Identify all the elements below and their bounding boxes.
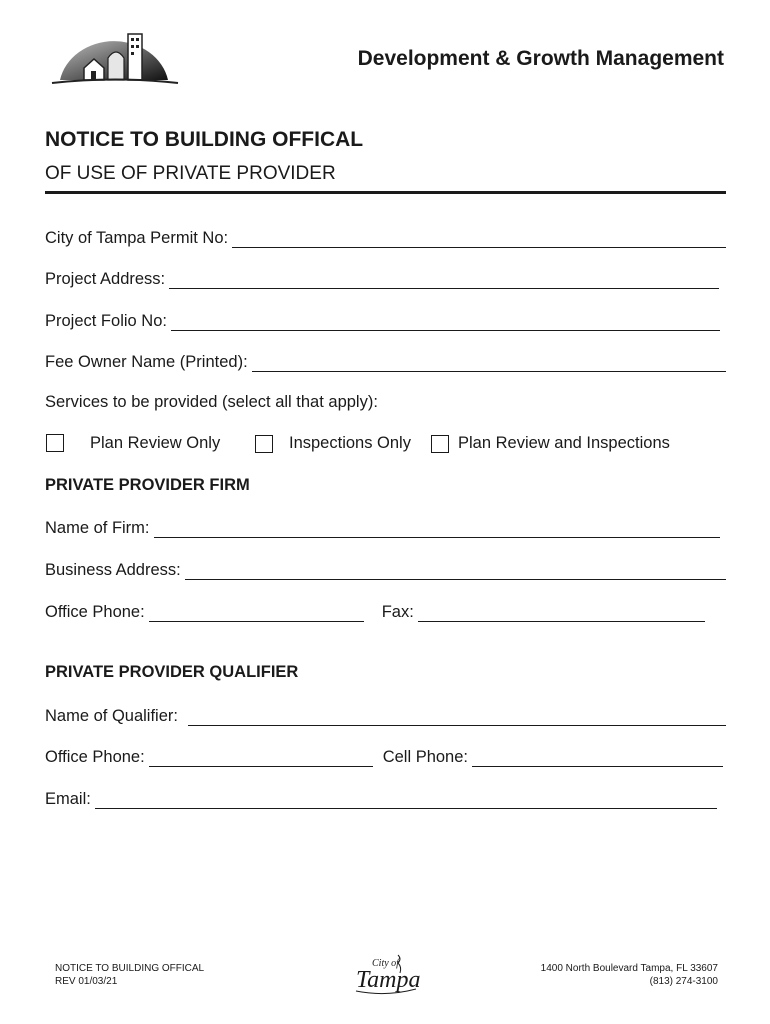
title-divider xyxy=(45,191,726,194)
folio-number-label: Project Folio No: xyxy=(45,312,167,330)
qualifier-cell-phone-field[interactable] xyxy=(472,750,723,767)
footer-form-name: NOTICE TO BUILDING OFFICAL xyxy=(55,963,205,974)
qualifier-email-row xyxy=(45,787,717,809)
folio-number-row xyxy=(45,309,720,331)
firm-heading: PRIVATE PROVIDER FIRM xyxy=(45,476,250,494)
form-title: NOTICE TO BUILDING OFFICAL xyxy=(45,128,364,151)
plan-review-and-inspections-checkbox[interactable] xyxy=(431,435,449,453)
folio-number-field[interactable] xyxy=(171,314,720,331)
firm-name-label: Name of Firm: xyxy=(45,519,150,537)
qualifier-email-label: Email: xyxy=(45,790,91,808)
project-address-label: Project Address: xyxy=(45,270,166,288)
fee-owner-row xyxy=(45,350,726,372)
svg-text:City of: City of xyxy=(372,958,399,969)
business-address-field[interactable] xyxy=(185,563,726,580)
firm-office-phone-label: Office Phone: xyxy=(45,603,145,621)
qualifier-name-field[interactable] xyxy=(188,709,726,726)
inspections-only-checkbox[interactable] xyxy=(255,435,273,453)
firm-name-field[interactable] xyxy=(154,521,720,538)
city-skyline-logo xyxy=(50,28,180,88)
footer-revision: REV 01/03/21 xyxy=(55,976,118,987)
qualifier-email-field[interactable] xyxy=(95,792,717,809)
plan-review-only-checkbox[interactable] xyxy=(46,434,64,452)
plan-review-only-label: Plan Review Only xyxy=(90,434,221,452)
firm-fax-field[interactable] xyxy=(418,605,705,622)
firm-phone-fax-row xyxy=(45,600,705,622)
fee-owner-label: Fee Owner Name (Printed): xyxy=(45,353,248,371)
fee-owner-field[interactable] xyxy=(252,355,726,372)
form-subtitle: OF USE OF PRIVATE PROVIDER xyxy=(45,163,336,184)
permit-number-field[interactable] xyxy=(232,231,726,248)
firm-name-row xyxy=(45,516,720,538)
footer-phone: (813) 274-3100 xyxy=(649,976,718,987)
svg-text:Tampa: Tampa xyxy=(356,967,420,993)
footer-form-info xyxy=(55,962,204,988)
qualifier-name-row xyxy=(45,704,726,726)
permit-number-label: City of Tampa Permit No: xyxy=(45,229,229,247)
project-address-row xyxy=(45,267,719,289)
footer-contact xyxy=(541,962,718,988)
inspections-only-label: Inspections Only xyxy=(289,434,411,452)
qualifier-cell-phone-label: Cell Phone: xyxy=(382,748,468,766)
plan-review-and-inspections-label: Plan Review and Inspections xyxy=(458,434,670,452)
department-title: Development & Growth Management xyxy=(357,47,724,70)
footer-address: 1400 North Boulevard Tampa, FL 33607 xyxy=(540,963,718,974)
firm-fax-label: Fax: xyxy=(381,603,414,621)
services-label: Services to be provided (select all that apply): xyxy=(45,393,378,411)
qualifier-office-phone-field[interactable] xyxy=(149,750,373,767)
permit-number-row xyxy=(45,226,726,248)
business-address-row xyxy=(45,558,726,580)
qualifier-office-phone-label: Office Phone: xyxy=(45,748,145,766)
firm-office-phone-field[interactable] xyxy=(149,605,364,622)
city-of-tampa-logo xyxy=(352,951,420,999)
business-address-label: Business Address: xyxy=(45,561,181,579)
qualifier-name-label: Name of Qualifier: xyxy=(45,707,178,725)
qualifier-heading: PRIVATE PROVIDER QUALIFIER xyxy=(45,663,299,681)
qualifier-phones-row xyxy=(45,745,723,767)
project-address-field[interactable] xyxy=(169,272,719,289)
